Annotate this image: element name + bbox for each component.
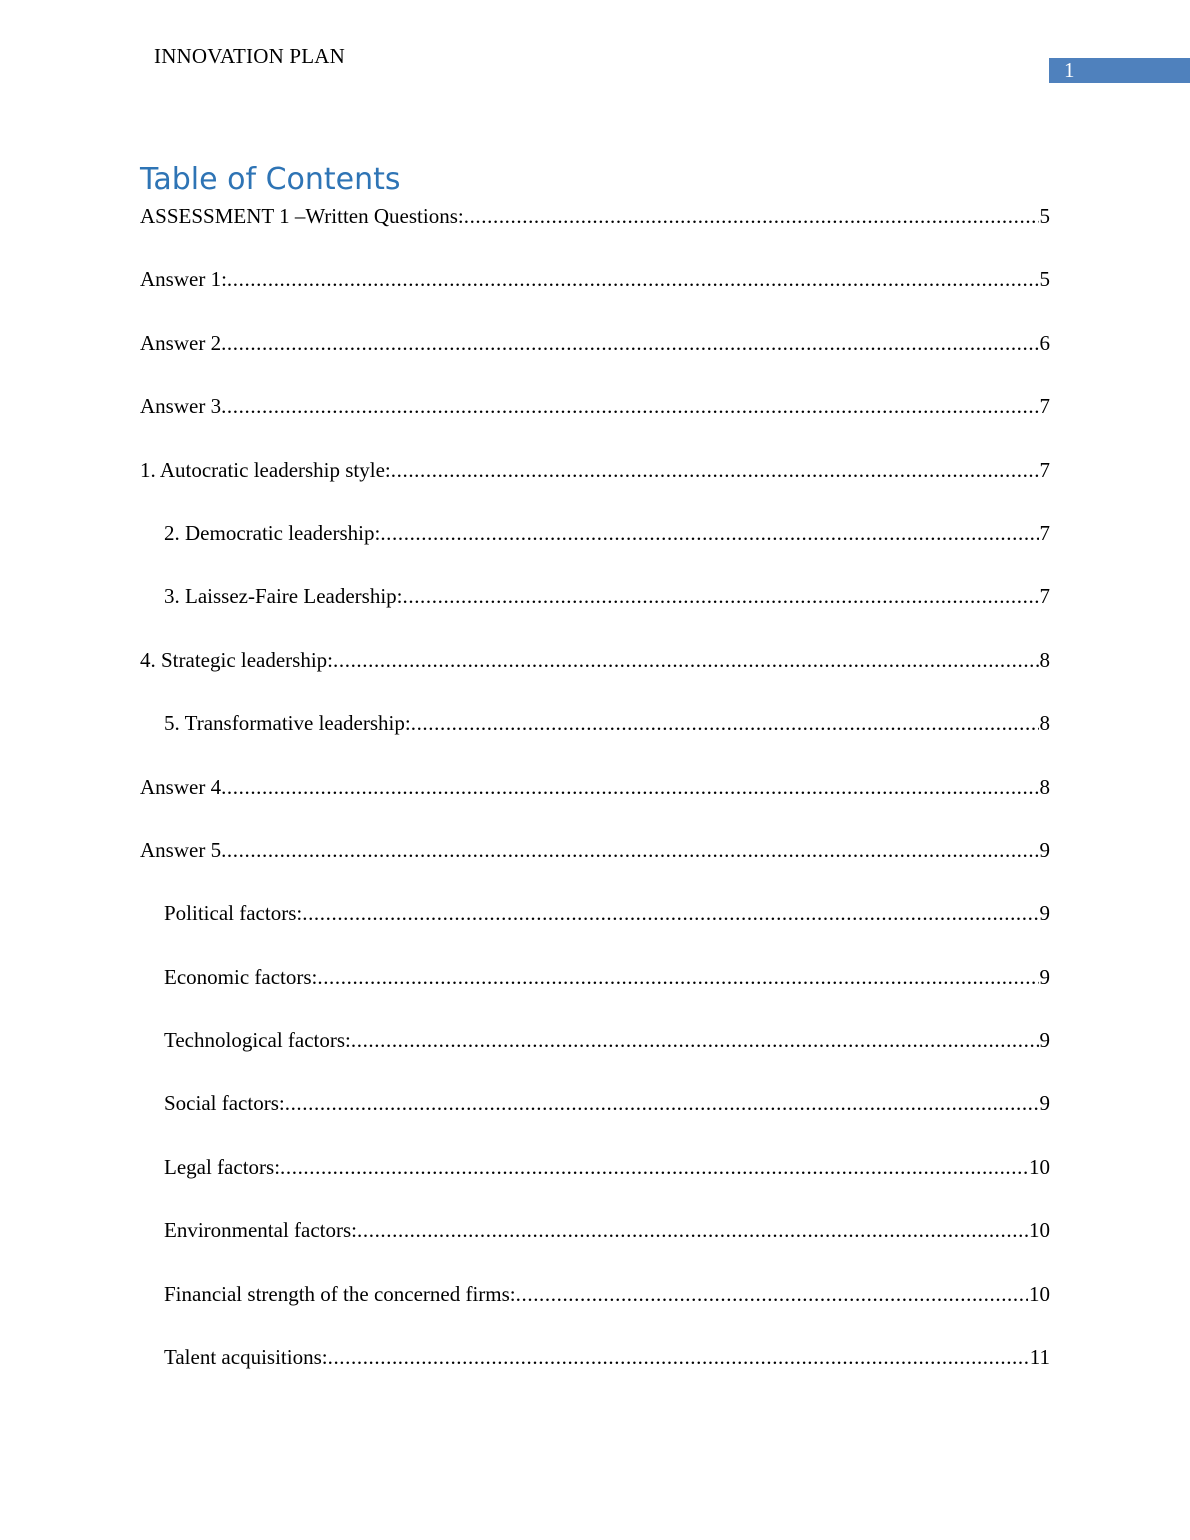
- toc-entry-answer-2[interactable]: [140, 328, 1050, 391]
- toc-entry-label: Answer 5: [140, 837, 222, 862]
- toc-entry-page: 5: [1039, 267, 1050, 292]
- toc-entry-answer-1[interactable]: [140, 264, 1050, 327]
- toc-entry-label: Answer 4: [140, 774, 222, 799]
- toc-entry-label: ASSESSMENT 1 –Written Questions:: [140, 204, 464, 228]
- toc-entry-page: 9: [1039, 964, 1050, 989]
- toc-entry-talent-acquisitions[interactable]: [140, 1342, 1050, 1405]
- toc-entry-page: 7: [1039, 584, 1050, 609]
- toc-entry-strategic-leadership[interactable]: [140, 645, 1050, 708]
- toc-entry-assessment-1[interactable]: [140, 201, 1050, 264]
- page-number: 1: [1064, 58, 1075, 82]
- toc-entry-financial-strength[interactable]: [140, 1279, 1050, 1342]
- toc-entry-label: Legal factors:: [164, 1154, 281, 1179]
- toc-entry-autocratic-leadership[interactable]: [140, 455, 1050, 518]
- toc-entry-social-factors[interactable]: [140, 1088, 1050, 1151]
- toc-entry-democratic-leadership[interactable]: [140, 518, 1050, 581]
- toc-dot-leader: [302, 898, 1038, 928]
- toc-dot-leader: [221, 328, 1038, 358]
- toc-entry-page: 11: [1029, 1345, 1050, 1370]
- toc-entry-label: 1. Autocratic leadership style:: [140, 457, 391, 482]
- toc-entry-label: Social factors:: [164, 1091, 285, 1116]
- toc-entry-label: Political factors:: [164, 901, 303, 926]
- toc-entry-page: 7: [1039, 520, 1050, 545]
- toc-entry-label: 3. Laissez-Faire Leadership:: [164, 584, 403, 609]
- toc-entry-answer-3[interactable]: [140, 391, 1050, 454]
- toc-entry-page: 10: [1029, 1281, 1050, 1306]
- toc-entry-page: 5: [1039, 204, 1050, 228]
- toc-dot-leader: [403, 581, 1039, 611]
- toc-dot-leader: [411, 708, 1039, 738]
- toc-dot-leader: [380, 518, 1038, 548]
- toc-entry-page: 10: [1029, 1154, 1050, 1179]
- toc-dot-leader: [357, 1215, 1028, 1245]
- toc-entry-label: 5. Transformative leadership:: [164, 711, 411, 736]
- toc-entry-label: Environmental factors:: [164, 1218, 358, 1243]
- toc-entry-label: Answer 2: [140, 330, 222, 355]
- toc-entry-label: Financial strength of the concerned firms:: [164, 1281, 516, 1306]
- table-of-contents: [140, 201, 1050, 1405]
- header-title: INNOVATION PLAN: [154, 44, 346, 68]
- toc-entry-label: Economic factors:: [164, 964, 318, 989]
- toc-entry-page: 7: [1039, 394, 1050, 419]
- toc-entry-page: 8: [1039, 774, 1050, 799]
- toc-dot-leader: [516, 1279, 1028, 1309]
- toc-entry-page: 7: [1039, 457, 1050, 482]
- toc-dot-leader: [317, 962, 1038, 992]
- toc-entry-page: 9: [1039, 901, 1050, 926]
- toc-dot-leader: [464, 201, 1039, 231]
- toc-dot-leader: [280, 1152, 1028, 1182]
- toc-dot-leader: [221, 772, 1038, 802]
- toc-entry-label: Talent acquisitions:: [164, 1345, 328, 1370]
- toc-entry-technological-factors[interactable]: [140, 1025, 1050, 1088]
- page-number-badge: [1049, 58, 1190, 83]
- toc-entry-page: 8: [1039, 711, 1050, 736]
- toc-entry-label: 4. Strategic leadership:: [140, 647, 334, 672]
- toc-dot-leader: [285, 1088, 1039, 1118]
- toc-dot-leader: [221, 835, 1038, 865]
- toc-entry-political-factors[interactable]: [140, 898, 1050, 961]
- toc-entry-label: Technological factors:: [164, 1028, 351, 1053]
- toc-heading: Table of Contents: [140, 162, 401, 197]
- toc-entry-transformative-leadership[interactable]: [140, 708, 1050, 771]
- toc-entry-label: Answer 1:: [140, 267, 227, 292]
- toc-entry-page: 10: [1029, 1218, 1050, 1243]
- toc-entry-page: 8: [1039, 647, 1050, 672]
- toc-entry-page: 9: [1039, 837, 1050, 862]
- toc-entry-laissez-faire-leadership[interactable]: [140, 581, 1050, 644]
- toc-dot-leader: [351, 1025, 1039, 1055]
- toc-dot-leader: [227, 264, 1039, 294]
- toc-entry-page: 6: [1039, 330, 1050, 355]
- toc-dot-leader: [391, 455, 1039, 485]
- toc-entry-label: 2. Democratic leadership:: [164, 520, 381, 545]
- toc-entry-answer-5[interactable]: [140, 835, 1050, 898]
- toc-entry-page: 9: [1039, 1028, 1050, 1053]
- toc-dot-leader: [221, 391, 1038, 421]
- toc-entry-page: 9: [1039, 1091, 1050, 1116]
- toc-entry-economic-factors[interactable]: [140, 962, 1050, 1025]
- toc-entry-environmental-factors[interactable]: [140, 1215, 1050, 1278]
- toc-dot-leader: [333, 645, 1038, 675]
- toc-entry-answer-4[interactable]: [140, 772, 1050, 835]
- toc-dot-leader: [328, 1342, 1029, 1372]
- toc-entry-label: Answer 3: [140, 394, 222, 419]
- toc-entry-legal-factors[interactable]: [140, 1152, 1050, 1215]
